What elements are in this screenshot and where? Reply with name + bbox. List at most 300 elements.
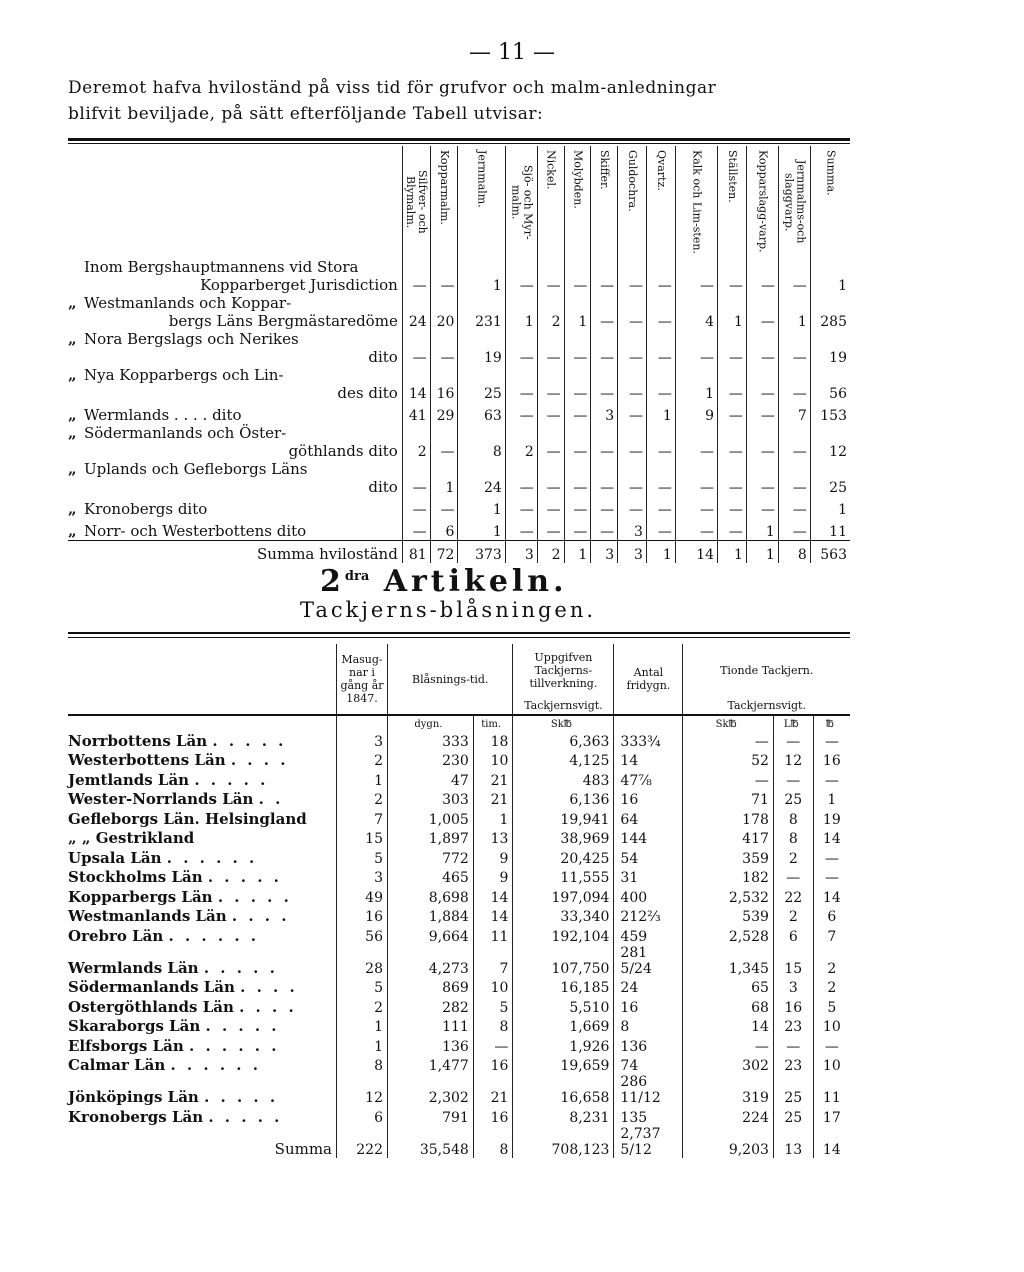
table2-cell: 19,659	[513, 1055, 614, 1075]
table2-cell: 1	[813, 789, 850, 809]
table2-row	[68, 750, 850, 770]
table1-cell: 11	[810, 518, 850, 541]
table2-cell: 1	[337, 1035, 388, 1055]
table2-cell: 16,185	[513, 977, 614, 997]
table1-cell: 1	[810, 496, 850, 518]
table1-cell: —	[746, 496, 778, 518]
table1-cell: —	[618, 294, 647, 330]
table2-cell: 14	[813, 828, 850, 848]
table1-cell: —	[646, 496, 675, 518]
county-label	[68, 847, 337, 867]
table1-cell: 41	[402, 402, 430, 424]
county-name: Kopparbergs Län	[68, 887, 213, 906]
table1-cell: —	[618, 402, 647, 424]
table1-cell: —	[746, 258, 778, 294]
table1-summa-cell: 1	[746, 541, 778, 564]
article-heading	[320, 564, 568, 599]
table2-summa-cell: 8	[473, 1126, 513, 1158]
table1-cell: —	[402, 330, 430, 366]
table1-cell: —	[778, 460, 810, 496]
district-name-cont: dito	[368, 348, 398, 366]
table2-cell: —	[813, 769, 850, 789]
table1-cell: —	[718, 402, 747, 424]
table2-cell: 282	[388, 996, 474, 1016]
header-tionde: Tionde Tackjern.	[683, 644, 850, 696]
table2-cell: 21	[473, 789, 513, 809]
table2-cell: 9	[473, 867, 513, 887]
table1-row-label	[68, 460, 402, 496]
table2-header-row	[68, 644, 850, 696]
table1-cell: 1	[505, 294, 537, 330]
table2-cell: 8,231	[513, 1106, 614, 1126]
table1-cell: —	[778, 424, 810, 460]
county-label	[68, 808, 337, 828]
table2-cell: 1,884	[388, 906, 474, 926]
leader-dots: . . . .	[231, 907, 290, 925]
col-nickel: Nickel.	[544, 150, 558, 190]
table1-cell: —	[618, 258, 647, 294]
table2-cell: 71	[683, 789, 773, 809]
district-name-cont: göthlands dito	[288, 442, 398, 460]
table2-cell: 14	[614, 750, 683, 770]
table2-cell: —	[773, 867, 813, 887]
table2-cell: 319	[683, 1074, 773, 1106]
table2-cell: 56	[337, 925, 388, 945]
table2-cell: 13	[473, 828, 513, 848]
table2-cell: 6	[813, 906, 850, 926]
table1-cell: 14	[402, 366, 430, 402]
table2-row	[68, 996, 850, 1016]
table2-top-rule	[68, 632, 850, 634]
table1-cell: —	[402, 258, 430, 294]
table1-cell: —	[778, 330, 810, 366]
table1-cell: —	[778, 366, 810, 402]
header-uppgifven-unit: Tackjernsvigt.	[513, 696, 614, 715]
table1-cell: —	[718, 518, 747, 541]
table1-cell: 16	[430, 366, 458, 402]
table2-cell: 22	[773, 886, 813, 906]
county-name: Skaraborgs Län	[68, 1017, 201, 1035]
table2-cell: —	[773, 1035, 813, 1055]
county-name: Westerbottens Län	[68, 751, 226, 769]
table2-cell: 16	[337, 906, 388, 926]
table2-cell: 25	[773, 1106, 813, 1126]
table1-cell: 1	[718, 294, 747, 330]
leader-dots: . . . . .	[203, 958, 278, 977]
table2-cell: 772	[388, 847, 474, 867]
table2-cell: 1,897	[388, 828, 474, 848]
table1-cell: —	[675, 330, 717, 366]
table1-cell: —	[618, 366, 647, 402]
table2-cell: 11	[473, 925, 513, 945]
county-name: Stockholms Län	[68, 868, 203, 886]
table2-cell: 10	[813, 1055, 850, 1075]
table2-row	[68, 906, 850, 926]
table2-cell: 9	[473, 847, 513, 867]
col-jernmalms-slagg: Jernmalms-och slaggvarp.	[782, 160, 808, 244]
table1-cell: 3	[591, 402, 618, 424]
header-uppgifven: Uppgifven Tackjerns-tillverkning.	[513, 644, 614, 696]
table2-cell: 2,532	[683, 886, 773, 906]
table2-cell: 64	[614, 808, 683, 828]
table1-cell: —	[564, 330, 591, 366]
table1-cell: —	[618, 460, 647, 496]
table1-cell: —	[746, 366, 778, 402]
district-name: Uplands och Gefleborgs Läns	[84, 460, 308, 478]
table2-cell: 212⅔	[614, 906, 683, 926]
table1-cell: —	[675, 496, 717, 518]
table2-cell: 1	[473, 808, 513, 828]
table2-row	[68, 847, 850, 867]
table1-cell: —	[537, 496, 564, 518]
county-label	[68, 730, 337, 750]
table1-cell: —	[646, 330, 675, 366]
table2-cell: 20,425	[513, 847, 614, 867]
table2-cell: —	[773, 769, 813, 789]
district-name-cont: des dito	[337, 384, 398, 402]
table2-cell: 3	[337, 867, 388, 887]
table2-summa-cell: 14	[813, 1126, 850, 1158]
table1-row	[68, 402, 850, 424]
table1-summa-row	[68, 541, 850, 564]
county-name: Westmanlands Län	[68, 907, 227, 925]
table2-cell: 24	[614, 977, 683, 997]
table2-cell: 2	[337, 789, 388, 809]
table2-cell: 23	[773, 1016, 813, 1036]
table2-cell: 11	[813, 1074, 850, 1106]
table2-summa-cell: 9,203	[683, 1126, 773, 1158]
table1-cell: 1	[675, 366, 717, 402]
leader-dots: . . . . . .	[166, 848, 258, 867]
table1-header-label	[68, 146, 402, 258]
table1-cell: —	[618, 496, 647, 518]
county-label	[68, 977, 337, 997]
county-name: Elfsborgs Län	[68, 1036, 184, 1055]
table1-summa-cell: 72	[430, 541, 458, 564]
district-name: Nya Kopparbergs och Lin-	[84, 366, 284, 384]
table1-cell: 12	[810, 424, 850, 460]
table2-cell: 483	[513, 769, 614, 789]
table1-cell: 63	[458, 402, 505, 424]
leader-dots: . . . . .	[205, 1017, 280, 1035]
table2-cell: 14	[683, 1016, 773, 1036]
table1-cell: 7	[778, 402, 810, 424]
table2-cell: 10	[473, 750, 513, 770]
table2-cell: 2,302	[388, 1074, 474, 1106]
table1-cell: —	[402, 460, 430, 496]
leader-dots: . . . . .	[208, 1107, 283, 1126]
table2-cell: 12	[773, 750, 813, 770]
table2-cell: 539	[683, 906, 773, 926]
table1-cell: —	[646, 424, 675, 460]
table2-cell: 333	[388, 730, 474, 750]
table1-cell: —	[505, 366, 537, 402]
table1-cell: 231	[458, 294, 505, 330]
col-qvartz: Qvartz.	[654, 150, 668, 191]
table1-summa-cell: 3	[591, 541, 618, 564]
header-blasningstid: Blåsnings-tid.	[388, 644, 513, 715]
county-label	[68, 1055, 337, 1075]
article-title: Artikeln.	[383, 564, 568, 599]
ditto-mark: „	[68, 460, 77, 478]
table1-row-label	[68, 424, 402, 460]
table2-cell: 33,340	[513, 906, 614, 926]
table1-row-label	[68, 496, 402, 518]
table1-cell: —	[564, 496, 591, 518]
table1-cell: —	[505, 258, 537, 294]
table2-top-rule-thin	[68, 637, 850, 638]
county-name: Calmar Län	[68, 1056, 166, 1074]
table2-cell: 31	[614, 867, 683, 887]
table1-top-rule-thin	[68, 143, 850, 144]
table2-cell: 5	[337, 977, 388, 997]
col-koppar: Kopparmalm.	[438, 150, 452, 225]
county-name: Upsala Län	[68, 848, 162, 867]
table1-cell: 25	[458, 366, 505, 402]
unit-lb: ℔	[813, 715, 850, 730]
county-label	[68, 1106, 337, 1126]
table2-cell: 17	[813, 1106, 850, 1126]
table1-cell: —	[746, 424, 778, 460]
table2-cell: 54	[614, 847, 683, 867]
leader-dots: . . . . .	[212, 731, 287, 750]
table1-cell: —	[718, 366, 747, 402]
table1-cell: —	[618, 330, 647, 366]
table1-cell: —	[778, 496, 810, 518]
table2-cell: 18	[473, 730, 513, 750]
leader-dots: . . . . . .	[168, 926, 259, 945]
table2-cell: 869	[388, 977, 474, 997]
table2-cell: 333¾	[614, 730, 683, 750]
col-kalk: Kalk och Lim-sten.	[690, 150, 704, 254]
table1-cell: 29	[430, 402, 458, 424]
header-masugnar: Masug-nar i gång år 1847.	[337, 644, 388, 715]
table1-cell: —	[646, 366, 675, 402]
table1-summa-cell: 373	[458, 541, 505, 564]
unit-ll: L℔	[773, 715, 813, 730]
table1-summa-cell: 2	[537, 541, 564, 564]
table1-row-label	[68, 294, 402, 330]
table1-cell: —	[537, 366, 564, 402]
header-tionde-unit: Tackjernsvigt.	[683, 696, 850, 715]
table2-cell: 1	[337, 1016, 388, 1036]
table2-cell: —	[683, 1035, 773, 1055]
table2-cell: 2	[773, 847, 813, 867]
ditto-mark: „	[68, 406, 77, 424]
table2-summa-cell: 222	[337, 1126, 388, 1158]
table1-summa-cell: 14	[675, 541, 717, 564]
table2-cell: 417	[683, 828, 773, 848]
table1-row-label	[68, 366, 402, 402]
table2-cell: 47	[388, 769, 474, 789]
table2-cell: 192,104	[513, 925, 614, 945]
table1-cell: —	[505, 460, 537, 496]
table2-cell: 65	[683, 977, 773, 997]
table1-cell: —	[746, 294, 778, 330]
ditto-mark: „	[68, 294, 77, 312]
table1-cell: 153	[810, 402, 850, 424]
table2-cell: 465	[388, 867, 474, 887]
table2-cell: 6,363	[513, 730, 614, 750]
district-name: Westmanlands och Koppar-	[84, 294, 292, 312]
ditto-mark: „	[68, 424, 77, 442]
county-name: Södermanlands Län	[68, 978, 235, 996]
table1-cell: —	[505, 330, 537, 366]
table1-cell: 1	[430, 460, 458, 496]
table1-cell: 2	[537, 294, 564, 330]
county-label	[68, 1074, 337, 1106]
table1-cell: 8	[458, 424, 505, 460]
table2-cell: 4,125	[513, 750, 614, 770]
table1-row-label	[68, 330, 402, 366]
table2-cell: 178	[683, 808, 773, 828]
table1-cell: 3	[618, 518, 647, 541]
table1-cell: —	[537, 258, 564, 294]
table2-cell: 21	[473, 769, 513, 789]
table2-cell: 2	[813, 977, 850, 997]
table2-cell: 197,094	[513, 886, 614, 906]
table2-cell: 12	[337, 1074, 388, 1106]
table2-cell: 3	[337, 730, 388, 750]
table1-cell: 285	[810, 294, 850, 330]
table1-cell: 2	[402, 424, 430, 460]
table2-cell: 23	[773, 1055, 813, 1075]
table1-cell: —	[646, 460, 675, 496]
table1-cell: —	[618, 424, 647, 460]
table2-cell: 1,926	[513, 1035, 614, 1055]
table1-cell: 19	[810, 330, 850, 366]
table1-cell: —	[564, 366, 591, 402]
table2-cell: 2	[773, 906, 813, 926]
table2-cell: 303	[388, 789, 474, 809]
table1-summa-cell: 3	[618, 541, 647, 564]
table1-cell: —	[778, 258, 810, 294]
table1-cell: —	[718, 258, 747, 294]
district-name: Inom Bergshauptmannens vid Stora	[84, 258, 359, 276]
col-stallsten: Ställsten.	[725, 150, 739, 203]
table1-cell: —	[564, 424, 591, 460]
table1-cell: —	[778, 518, 810, 541]
table2-row	[68, 945, 850, 977]
district-name: Norr- och Westerbottens dito	[84, 522, 307, 540]
table2-summa-cell: 35,548	[388, 1126, 474, 1158]
table2-cell: 135	[614, 1106, 683, 1126]
intro-line-2: blifvit beviljade, på sätt efterföljande Tabell utvisar:	[68, 104, 544, 124]
table2-cell: 144	[614, 828, 683, 848]
table2-cell: 8	[773, 828, 813, 848]
table2-cell: 11,555	[513, 867, 614, 887]
table1-cell: —	[591, 460, 618, 496]
table2-cell: 10	[813, 1016, 850, 1036]
table2-cell: 14	[473, 886, 513, 906]
county-name: Orebro Län	[68, 926, 164, 945]
table1-cell: —	[505, 496, 537, 518]
mine-rest-table	[68, 146, 850, 563]
table1-row	[68, 424, 850, 460]
table2-row	[68, 1074, 850, 1106]
county-name: „ „ Gestrikland	[68, 829, 195, 847]
table1-summa-cell: 8	[778, 541, 810, 564]
table1-summa-cell: 1	[718, 541, 747, 564]
county-label	[68, 925, 337, 945]
pig-iron-table	[68, 644, 850, 1158]
table1-cell: —	[746, 330, 778, 366]
district-name: Södermanlands och Öster-	[84, 424, 287, 442]
table2-cell: 47⅞	[614, 769, 683, 789]
table1-row	[68, 460, 850, 496]
table2-row	[68, 808, 850, 828]
table2-summa-row	[68, 1126, 850, 1158]
table2-cell: 25	[773, 789, 813, 809]
table2-cell: 230	[388, 750, 474, 770]
table2-row	[68, 1055, 850, 1075]
unit-skl-2: Sk℔	[683, 715, 773, 730]
table2-summa-cell: 2,737 5/12	[614, 1126, 683, 1158]
table2-cell: 19,941	[513, 808, 614, 828]
table2-cell: 52	[683, 750, 773, 770]
county-name: Jönköpings Län	[68, 1088, 199, 1106]
county-name: Kronobergs Län	[68, 1107, 204, 1126]
table2-cell: 136	[614, 1035, 683, 1055]
leader-dots: . . . . . .	[170, 1056, 261, 1074]
table1-row	[68, 330, 850, 366]
table2-cell: 107,750	[513, 945, 614, 977]
table2-row	[68, 789, 850, 809]
table2-cell: 15	[773, 945, 813, 977]
table2-cell: 1,477	[388, 1055, 474, 1075]
table1-cell: 1	[458, 518, 505, 541]
table2-cell: 19	[813, 808, 850, 828]
table2-cell: 1,345	[683, 945, 773, 977]
table1-cell: —	[591, 496, 618, 518]
table2-cell: 459	[614, 925, 683, 945]
leader-dots: . . . . . .	[189, 1036, 280, 1055]
ditto-mark: „	[68, 500, 77, 518]
table2-cell: 281 5/24	[614, 945, 683, 977]
table1-cell: 25	[810, 460, 850, 496]
table1-cell: —	[591, 366, 618, 402]
table1-cell: —	[718, 460, 747, 496]
table1-summa-cell: 1	[564, 541, 591, 564]
table1-cell: —	[564, 460, 591, 496]
table2-cell: 7	[473, 945, 513, 977]
table2-cell: 359	[683, 847, 773, 867]
county-label	[68, 769, 337, 789]
table2-cell: 14	[473, 906, 513, 926]
table2-cell: 9,664	[388, 925, 474, 945]
table1-cell: —	[646, 518, 675, 541]
table1-cell: —	[675, 258, 717, 294]
table1-cell: —	[505, 518, 537, 541]
table2-row	[68, 1035, 850, 1055]
table1-summa-label: Summa hviloständ	[68, 541, 402, 564]
article-number-suffix: dra	[344, 569, 370, 584]
table2-cell: —	[813, 1035, 850, 1055]
table1-top-rule	[68, 138, 850, 141]
table2-cell: 6,136	[513, 789, 614, 809]
table1-cell: —	[564, 258, 591, 294]
county-name: Norrbottens Län	[68, 731, 208, 750]
col-guldochra: Guldochra.	[626, 150, 640, 212]
table2-cell: 74	[614, 1055, 683, 1075]
unit-skl-1: Sk℔	[513, 715, 614, 730]
county-label	[68, 1035, 337, 1055]
table2-row	[68, 1016, 850, 1036]
table2-cell: 2	[337, 996, 388, 1016]
table2-cell: 1,005	[388, 808, 474, 828]
table1-row	[68, 258, 850, 294]
table2-cell: 4,273	[388, 945, 474, 977]
